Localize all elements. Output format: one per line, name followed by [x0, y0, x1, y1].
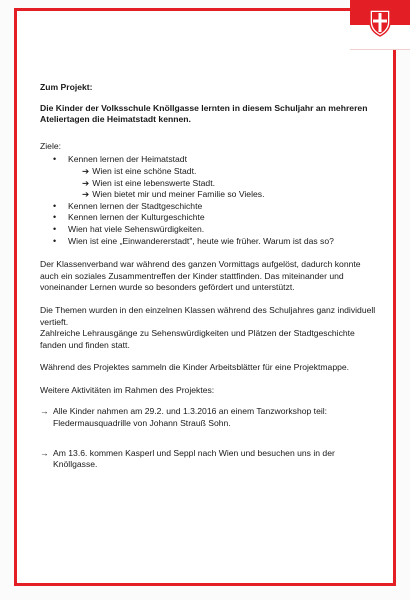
vienna-coat-of-arms-icon — [368, 8, 392, 38]
activities-label: Weitere Aktivitäten im Rahmen des Projektes: — [40, 384, 215, 395]
goal-subitem-text: Wien ist eine lebenswerte Stadt. — [92, 177, 215, 188]
paragraph-lehrausgaenge: Zahlreiche Lehrausgänge zu Sehenswürdigkeiten und Plätzen der Stadtgeschichte fanden und finden statt. — [40, 328, 355, 350]
paragraph-themen: Die Themen wurden in den einzelnen Klassen während des Schuljahres ganz individuell vertieft. — [40, 304, 376, 327]
arrow-icon: → — [40, 447, 49, 458]
activity-item — [40, 406, 380, 429]
goal-subitem — [64, 189, 380, 201]
goal-subitem — [64, 166, 380, 178]
goal-subitem — [64, 178, 380, 190]
document-body — [40, 82, 380, 489]
goal-item: • Wien hat viele Sehenswürdigkeiten. — [64, 224, 380, 236]
goal-item: • Kennen lernen der Stadtgeschichte — [64, 201, 380, 213]
arrow-icon: ➔ — [82, 165, 90, 176]
intro-text: Die Kinder der Volksschule Knöllgasse lernten in diesem Schuljahr an mehreren Ateliertagen die Heimatstadt kennen. — [40, 102, 368, 125]
activity-item — [40, 448, 380, 471]
goal-subitem-text: Wien bietet mir und meiner Familie so Vieles. — [92, 189, 265, 200]
arrow-icon: → — [40, 406, 49, 417]
section-heading: Zum Projekt: — [40, 82, 93, 92]
goal-item: • Kennen lernen der Kulturgeschichte — [64, 212, 380, 224]
activity-text: Alle Kinder nahmen am 29.2. und 1.3.2016 an einem Tanzworkshop teil: Fledermausquadrille von Johann Strauß Sohn. — [53, 406, 328, 429]
arrow-icon: ➔ — [82, 189, 90, 200]
goals-label: Ziele: — [40, 140, 62, 151]
paragraph-projektmappe: Während des Projektes sammeln die Kinder Arbeitsblätter für eine Projektmappe. — [40, 362, 350, 373]
goal-subitem-text: Wien ist eine schöne Stadt. — [92, 165, 197, 176]
paragraph-klassenverband: Der Klassenverband war während des ganzen Vormittags aufgelöst, dadurch konnte auch ein soziales Zusammentreffen der Kinder stattfinden. Das miteinander und voneinander Lernen wurde so besonders gefördert und unterstützt. — [40, 259, 361, 293]
goal-item: • Kennen lernen der Heimatstadt — [64, 154, 380, 166]
arrow-icon: ➔ — [82, 177, 90, 188]
goal-item: • Wien ist eine „Einwandererstadt", heute wie früher. Warum ist das so? — [64, 236, 380, 248]
goals-list — [40, 154, 380, 247]
activity-text: Am 13.6. kommen Kasperl und Seppl nach Wien und besuchen uns in der Knöllgasse. — [53, 447, 335, 470]
vienna-flag — [350, 0, 410, 50]
